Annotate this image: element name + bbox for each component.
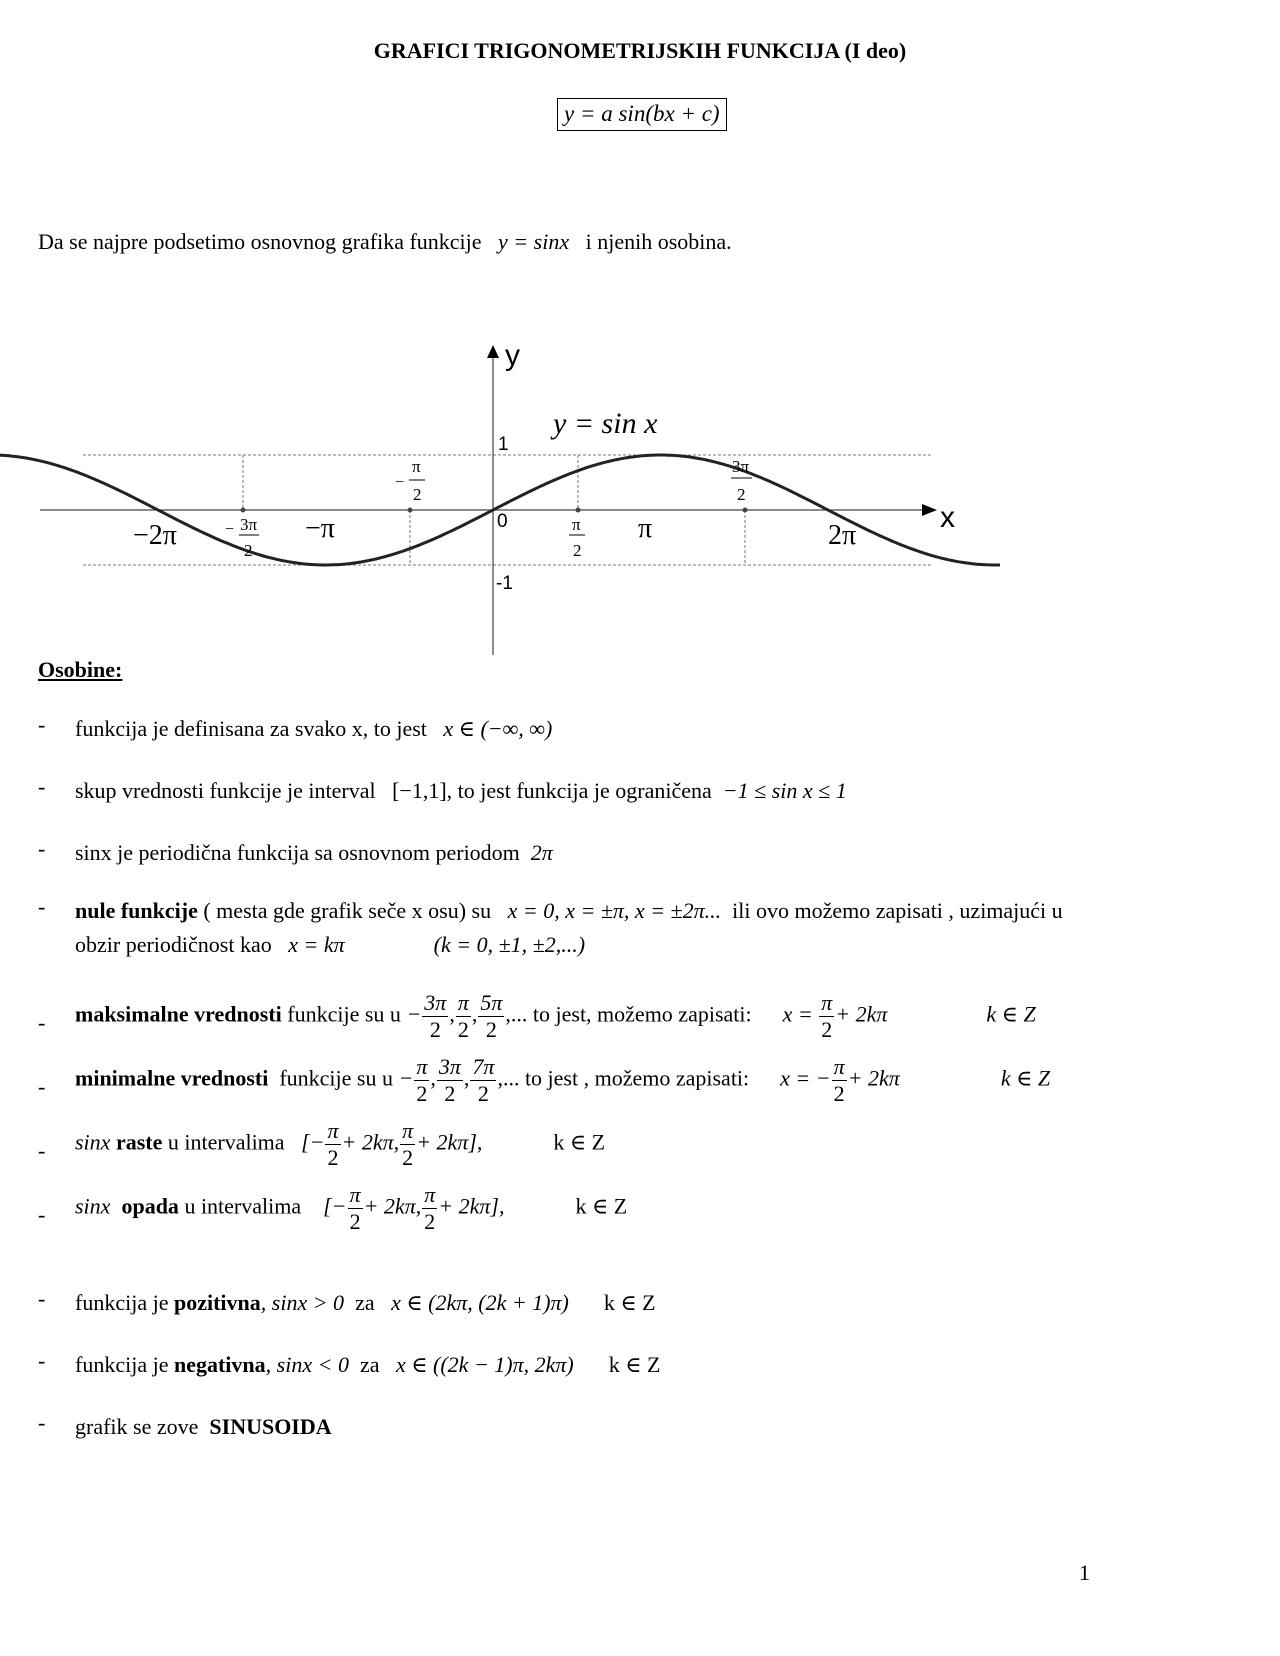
- tick-minus-pi: −π: [305, 513, 335, 544]
- max-bold: maksimalne vrednosti: [75, 1001, 282, 1027]
- neg-bold: negativna: [173, 1352, 266, 1377]
- opada-k-in-z: k ∈ Z: [575, 1193, 628, 1219]
- tick-minus-pi2-num: π: [412, 457, 421, 476]
- bullet-dash: -: [38, 836, 46, 861]
- domain-formula: x ∈ (−∞, ∞): [443, 716, 553, 741]
- opada-text: u intervalima: [184, 1193, 302, 1219]
- bullet-dash: -: [38, 1410, 46, 1435]
- bullet-dash: -: [38, 1010, 46, 1035]
- intro-paragraph: [38, 229, 732, 255]
- pos-formula: x ∈ (2kπ, (2k + 1)π): [391, 1290, 569, 1315]
- tick-pi2-num: π: [572, 515, 581, 534]
- range-formula: −1 ≤ sin x ≤ 1: [722, 778, 847, 803]
- max-k-in-z: k ∈ Z: [986, 1001, 1036, 1027]
- period-value: 2π: [530, 840, 553, 865]
- range-interval: [−1,1]: [392, 778, 447, 803]
- property-negative: [75, 1348, 661, 1382]
- neg-condition: , sinx < 0: [265, 1352, 349, 1377]
- neg-text: funkcija je: [75, 1352, 169, 1377]
- property-increasing: sinx raste u intervalima [− $\frac{\pi}{2}$ + 2kπ, $\frac{\pi}{2}$ + 2kπ], k ∈ Z: [75, 1118, 606, 1170]
- min-text-2: to jest , možemo zapisati:: [524, 1065, 750, 1091]
- tick-minus-pi2-den: 2: [413, 485, 422, 504]
- x-axis-arrow: [922, 504, 937, 516]
- zeros-text-2: ili ovo možemo zapisati , uzimajući u: [732, 898, 1063, 923]
- neg-k-in-z: k ∈ Z: [608, 1352, 661, 1377]
- pos-za: za: [355, 1290, 375, 1315]
- range-text-2: , to jest funkcija je ograničena: [446, 778, 712, 803]
- tick-pi: π: [638, 513, 653, 544]
- intro-formula: y = sinx: [498, 229, 570, 254]
- main-formula: y = a sin(bx + c): [557, 98, 727, 131]
- bullet-dash: -: [38, 1202, 46, 1227]
- property-zeros: [75, 894, 1063, 928]
- bullet-dash: -: [38, 1074, 46, 1099]
- tick-minus-2pi: −2π: [133, 520, 177, 551]
- tick-pi2-den: 2: [573, 541, 582, 560]
- zeros-formula: x = 0, x = ±π, x = ±2π...: [507, 898, 722, 923]
- intro-text-after: i njenih osobina.: [585, 229, 732, 254]
- tick-dot: [743, 508, 748, 513]
- graph-text: grafik se zove: [75, 1414, 199, 1439]
- tick-minus-3pi2-num: 3π: [240, 515, 258, 534]
- bullet-dash: -: [38, 712, 46, 737]
- zeros-text-1: ( mesta gde grafik seče x osu) su: [197, 898, 492, 923]
- property-range: [75, 774, 847, 808]
- property-domain: [75, 712, 552, 746]
- pos-text: funkcija je: [75, 1290, 169, 1315]
- tick-dot: [408, 508, 413, 513]
- sine-graph: [0, 320, 1000, 660]
- zeros-formula-2: x = kπ: [288, 932, 345, 957]
- intro-text-before: Da se najpre podsetimo osnovnog grafika funkcije: [38, 229, 482, 254]
- property-zeros-line2: [75, 928, 585, 962]
- zeros-text-3: obzir periodičnost kao: [75, 932, 272, 957]
- opada-bold: opada: [121, 1193, 179, 1219]
- tick-minus-pi2-sign: −: [395, 474, 405, 491]
- y-tick-1: 1: [498, 434, 509, 455]
- min-k-in-z: k ∈ Z: [1000, 1065, 1051, 1091]
- property-period: [75, 836, 553, 870]
- bullet-dash: -: [38, 1286, 46, 1311]
- pos-k-in-z: k ∈ Z: [603, 1290, 656, 1315]
- function-label: y = sin x: [553, 407, 658, 440]
- bullet-dash: -: [38, 774, 46, 799]
- property-maxima: maksimalne vrednosti funkcije su u − $\frac{3\pi}{2}$ , $\frac{\pi}{2}$ , $\frac{5\pi}{2}$ ,... to jest, možemo zapisati: x = $\frac{\pi}{2}$ + 2kπ k ∈ Z: [75, 990, 1036, 1042]
- tick-2pi: 2π: [828, 520, 857, 551]
- tick-minus-3pi2-sign: −: [225, 521, 235, 538]
- pos-bold: pozitivna: [173, 1290, 261, 1315]
- property-minima: minimalne vrednosti funkcije su u − $\frac{\pi}{2}$ , $\frac{3\pi}{2}$ , $\frac{7\pi}{2}$ ,... to jest , možemo zapisati: x = − $\frac{\pi}{2}$ + 2kπ k ∈ Z: [75, 1054, 1051, 1106]
- raste-k-in-z: k ∈ Z: [553, 1129, 606, 1155]
- min-bold: minimalne vrednosti: [75, 1065, 269, 1091]
- min-text-1: funkcije su u: [279, 1065, 393, 1091]
- raste-bold: raste: [115, 1129, 163, 1155]
- zeros-k-values: (k = 0, ±1, ±2,...): [433, 932, 586, 957]
- property-positive: [75, 1286, 656, 1320]
- graph-bold: SINUSOIDA: [209, 1414, 332, 1439]
- bullet-dash: -: [38, 894, 46, 919]
- y-axis-arrow: [487, 345, 499, 358]
- max-text-1: funkcije su u: [287, 1001, 401, 1027]
- pos-condition: , sinx > 0: [260, 1290, 345, 1315]
- bullet-dash: -: [38, 1348, 46, 1373]
- tick-3pi2-num: 3π: [732, 457, 750, 476]
- range-text-1: skup vrednosti funkcije je interval: [75, 778, 376, 803]
- neg-za: za: [359, 1352, 380, 1377]
- page-title: GRAFICI TRIGONOMETRIJSKIH FUNKCIJA (I deo): [373, 38, 907, 63]
- bullet-dash: -: [38, 1138, 46, 1163]
- domain-text: funkcija je definisana za svako x, to jest: [75, 716, 427, 741]
- origin-label: 0: [497, 511, 508, 532]
- opada-sinx: sinx: [75, 1193, 111, 1219]
- neg-formula: x ∈ ((2k − 1)π, 2kπ): [395, 1352, 574, 1377]
- property-decreasing: sinx opada u intervalima [− $\frac{\pi}{2}$ + 2kπ, $\frac{\pi}{2}$ + 2kπ], k ∈ Z: [75, 1182, 628, 1234]
- tick-dot: [576, 508, 581, 513]
- y-tick-minus1: -1: [496, 573, 513, 594]
- tick-3pi2-den: 2: [737, 485, 746, 504]
- y-axis-label: y: [505, 339, 520, 372]
- raste-text: u intervalima: [167, 1129, 285, 1155]
- period-text: sinx je periodična funkcija sa osnovnom periodom: [75, 840, 520, 865]
- tick-dot: [241, 508, 246, 513]
- page-number: 1: [1079, 1560, 1090, 1585]
- raste-sinx: sinx: [75, 1129, 111, 1155]
- zeros-bold: nule funkcije: [75, 898, 198, 923]
- properties-heading: Osobine:: [38, 657, 123, 682]
- property-name: [75, 1410, 332, 1444]
- x-axis-label: x: [940, 501, 955, 534]
- max-text-2: to jest, možemo zapisati:: [532, 1001, 752, 1027]
- tick-minus-3pi2-den: 2: [244, 541, 253, 560]
